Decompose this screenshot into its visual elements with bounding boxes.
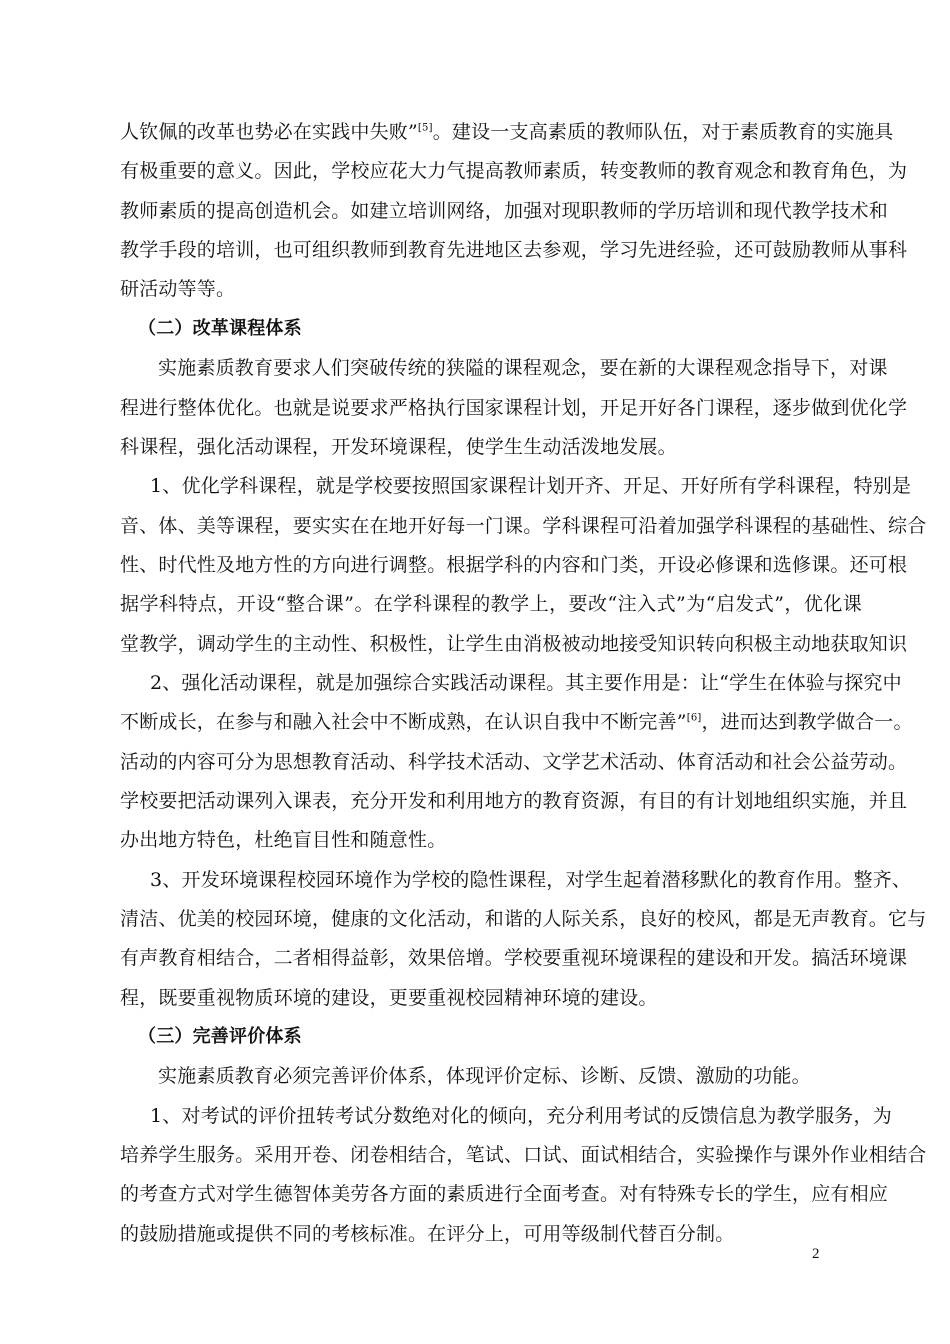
body-line: 人钦佩的改革也势必在实践中失败”[5]。建设一支高素质的教师队伍，对于素质教育的实施具 <box>120 121 894 143</box>
body-line: 培养学生服务。采用开卷、闭卷相结合，笔试、口试、面试相结合，实验操作与课外作业相结合 <box>120 1144 927 1166</box>
body-line: 据学科特点，开设“整合课”。在学科课程的教学上，要改“注入式”为“启发式”，优化课 <box>120 593 862 615</box>
paragraph-first-line: 1、对考试的评价扭转考试分数绝对化的倾向，充分利用考试的反馈信息为教学服务，为 <box>150 1105 892 1127</box>
citation-ref: [5] <box>417 122 433 134</box>
body-line: 堂教学，调动学生的主动性、积极性，让学生由消极被动地接受知识转向积极主动地获取知识 <box>120 633 908 655</box>
body-line: 科课程，强化活动课程，开发环境课程，使学生生动活泼地发展。 <box>120 436 677 458</box>
body-line: 有声教育相结合，二者相得益彰，效果倍增。学校要重视环境课程的建设和开发。搞活环境课 <box>120 947 908 969</box>
body-line: 办出地方特色，杜绝盲目性和随意性。 <box>120 829 447 851</box>
paragraph-first-line: 2、强化活动课程，就是加强综合实践活动课程。其主要作用是：让“学生在体验与探究中 <box>150 672 902 694</box>
body-line: 音、体、美等课程，要实实在在地开好每一门课。学科课程可沿着加强学科课程的基础性、综合 <box>120 515 927 537</box>
section-heading: （二）改革课程体系 <box>138 318 302 339</box>
body-line: 教学手段的培训，也可组织教师到教育先进地区去参观，学习先进经验，还可鼓励教师从事科 <box>120 239 908 261</box>
paragraph-first-line: 1、优化学科课程，就是学校要按照国家课程计划开齐、开足、开好所有学科课程，特别是 <box>150 475 912 497</box>
body-line: 的考查方式对学生德智体美劳各方面的素质进行全面考查。对有特殊专长的学生，应有相应 <box>120 1183 889 1205</box>
paragraph-first-line: 实施素质教育要求人们突破传统的狭隘的课程观念，要在新的大课程观念指导下，对课 <box>158 357 888 379</box>
body-line: 程进行整体优化。也就是说要求严格执行国家课程计划，开足开好各门课程，逐步做到优化学 <box>120 397 908 419</box>
body-line: 的鼓励措施或提供不同的考核标准。在评分上，可用等级制代替百分制。 <box>120 1223 735 1245</box>
body-line: 不断成长，在参与和融入社会中不断成熟，在认识自我中不断完善”[6]，进而达到教学做合一。 <box>120 711 913 733</box>
paragraph-first-line: 实施素质教育必须完善评价体系，体现评价定标、诊断、反馈、激励的功能。 <box>158 1065 811 1087</box>
body-line: 有极重要的意义。因此，学校应花大力气提高教师素质，转变教师的教育观念和教育角色，为 <box>120 160 908 182</box>
body-line: 研活动等等。 <box>120 278 236 300</box>
section-heading: （三）完善评价体系 <box>138 1026 302 1047</box>
body-line: 教师素质的提高创造机会。如建立培训网络，加强对现职教师的学历培训和现代教学技术和 <box>120 200 889 222</box>
body-line: 性、时代性及地方性的方向进行调整。根据学科的内容和门类，开设必修课和选修课。还可根 <box>120 554 908 576</box>
body-line: 活动的内容可分为思想教育活动、科学技术活动、文学艺术活动、体育活动和社会公益劳动。 <box>120 751 908 773</box>
paragraph-first-line: 3、开发环境课程校园环境作为学校的隐性课程，对学生起着潜移默化的教育作用。整齐、 <box>150 869 912 891</box>
citation-ref: [6] <box>686 712 702 724</box>
body-line: 学校要把活动课列入课表，充分开发和利用地方的教育资源，有目的有计划地组织实施，并且 <box>120 790 908 812</box>
body-line: 程，既要重视物质环境的建设，更要重视校园精神环境的建设。 <box>120 987 658 1009</box>
page-number: 2 <box>812 1246 820 1262</box>
body-line: 清洁、优美的校园环境，健康的文化活动，和谐的人际关系，良好的校风，都是无声教育。它与 <box>120 908 927 930</box>
